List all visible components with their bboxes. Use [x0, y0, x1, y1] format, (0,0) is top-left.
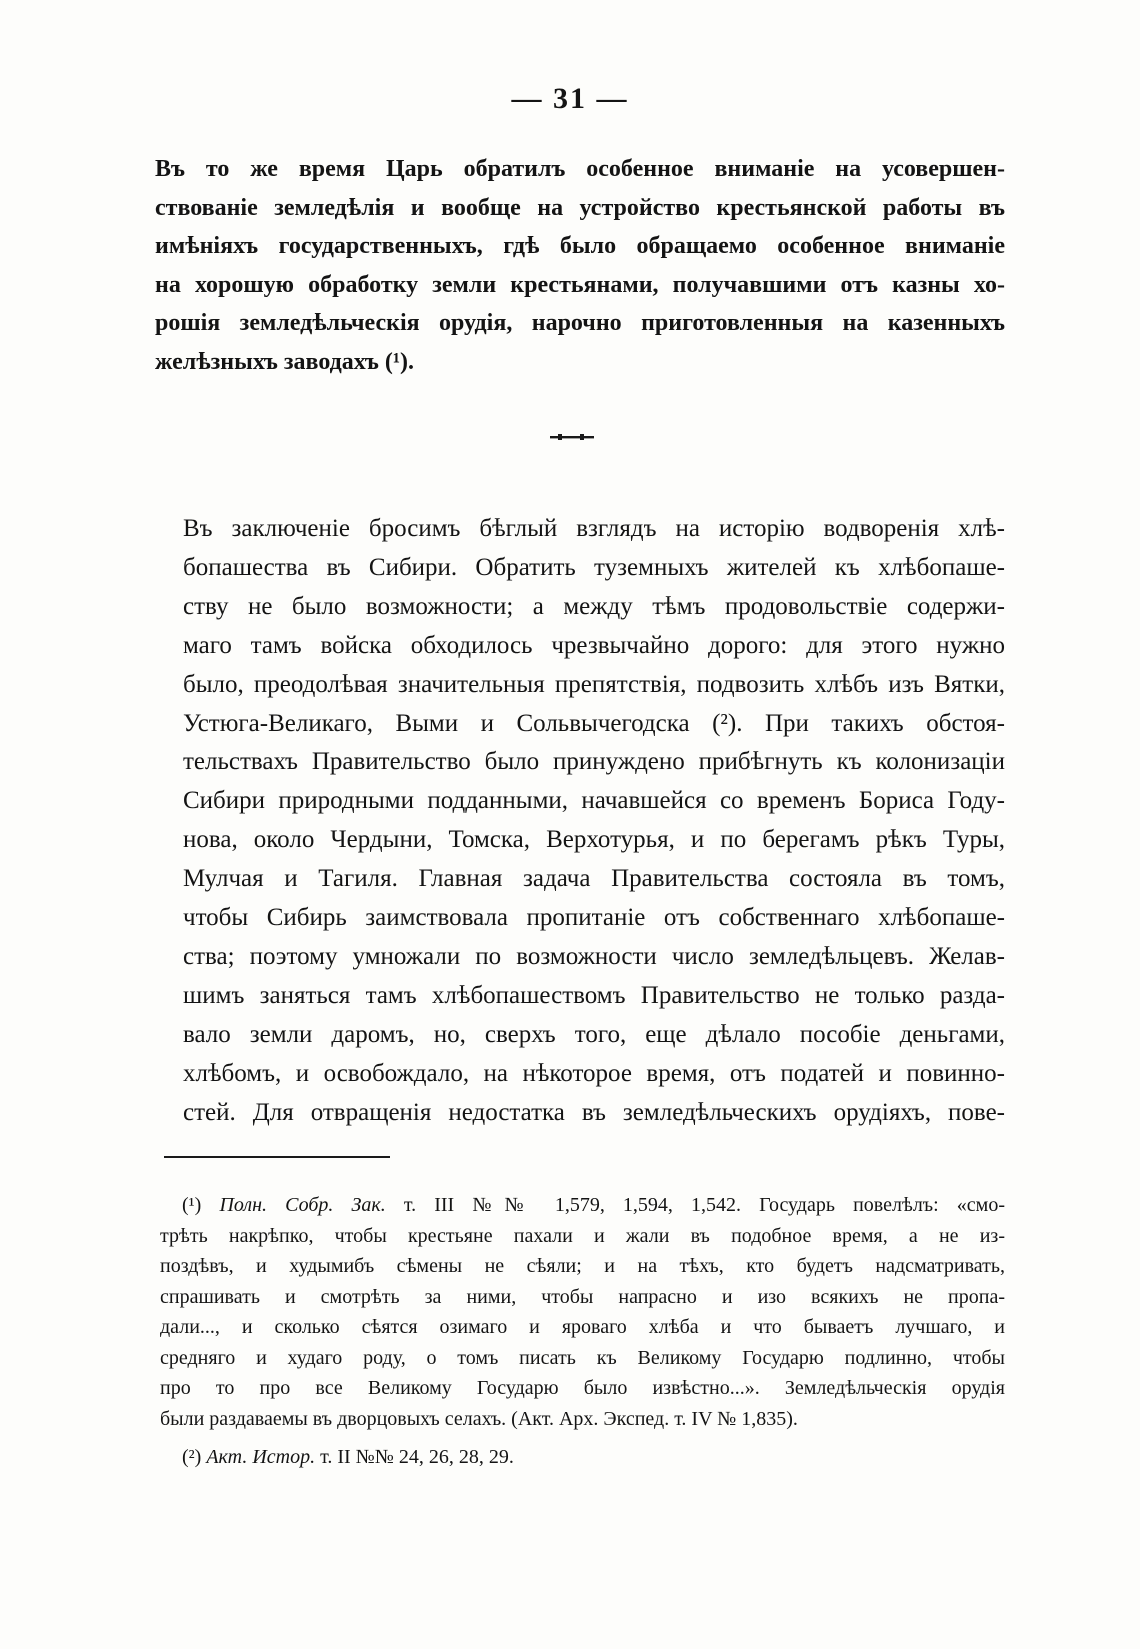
- section-divider-ornament: [550, 434, 594, 440]
- paragraph-line: Въ заключеніе бросимъ бѣглый взглядъ на исторію водворенія хлѣ-: [183, 515, 1005, 542]
- paragraph-line: маго тамъ войска обходилось чрезвычайно дорого: для этого нужно: [183, 631, 1005, 659]
- top-paragraph: [155, 150, 1005, 381]
- footnote-source: Акт. Истор.: [206, 1446, 316, 1468]
- footnote-line: поздѣвъ, и худымибъ сѣмены не сѣяли; и на тѣхъ, кто будетъ надсматривать,: [160, 1255, 1005, 1277]
- paragraph-line: было, преодолѣвая значительныя препятствія, подвозить хлѣбъ изъ Вятки,: [183, 670, 1005, 698]
- footnote-line: про то про все Великому Государю было извѣстно...». Земледѣльческія орудія: [160, 1377, 1005, 1399]
- main-paragraph: [183, 510, 1005, 1133]
- paragraph-line: чтобы Сибирь заимствовала пропитаніе отъ собственнаго хлѣбопаше-: [183, 904, 1005, 932]
- footnote-mark: (¹): [182, 1194, 202, 1216]
- footnote-1: [160, 1190, 1005, 1434]
- footnote-line: [160, 1190, 1005, 1221]
- footnote-2: [160, 1442, 1005, 1473]
- paragraph-line: шимъ заняться тамъ хлѣбопашествомъ Правительство не только разда-: [183, 981, 1005, 1009]
- footnote-line: дали..., и сколько сѣятся озимаго и яроваго хлѣба и что бываетъ лучшаго, и: [160, 1316, 1005, 1338]
- paragraph-line: бопашества въ Сибири. Обратить туземныхъ жителей къ хлѣбопаше-: [183, 553, 1005, 581]
- footnote-separator: [164, 1156, 390, 1158]
- paragraph-line: стей. Для отвращенія недостатка въ земледѣльческихъ орудіяхъ, пове-: [183, 1098, 1005, 1126]
- paragraph-line: тельствахъ Правительство было принуждено прибѣгнуть къ колонизаціи: [183, 748, 1005, 776]
- paragraph-line: Мулчая и Тагиля. Главная задача Правительства состояла въ томъ,: [183, 865, 1005, 893]
- paragraph-line: ствованіе земледѣлія и вообще на устройство крестьянской работы въ: [155, 194, 1005, 221]
- paragraph-line: Въ то же время Царь обратилъ особенное вниманіе на усовершен-: [155, 156, 1005, 182]
- paragraph-line: нова, около Чердыни, Томска, Верхотурья, и по берегамъ рѣкъ Туры,: [183, 826, 1005, 854]
- footnote-mark: (²): [182, 1446, 202, 1468]
- paragraph-line: ству не было возможности; а между тѣмъ продовольствіе содержи-: [183, 592, 1005, 620]
- paragraph-line: имѣніяхъ государственныхъ, гдѣ было обращаемо особенное вниманіе: [155, 233, 1005, 259]
- page-number: — 31 —: [511, 82, 629, 115]
- footnote-line: спрашивать и смотрѣть за ними, чтобы напрасно и изо всякихъ не пропа-: [160, 1285, 1005, 1308]
- footnote-text: т. III №№ 1,579, 1,594, 1,542. Государь повелѣлъ: «смо-: [403, 1194, 1006, 1216]
- footnote-line: трѣть накрѣпко, чтобы крестьяне пахали и жали въ подобное время, а не из-: [160, 1224, 1005, 1247]
- paragraph-line: хлѣбомъ, и освобождало, на нѣкоторое время, отъ податей и повинно-: [183, 1059, 1005, 1087]
- footnote-source: Полн. Собр. Зак.: [219, 1194, 386, 1216]
- paragraph-line: желѣзныхъ заводахъ (¹).: [155, 348, 415, 375]
- paragraph-line: ства; поэтому умножали по возможности число земледѣльцевъ. Желав-: [183, 942, 1005, 970]
- footnote-text: т. II №№ 24, 26, 28, 29.: [320, 1446, 514, 1468]
- footnote-line: были раздаваемы въ дворцовыхъ селахъ. (Акт. Арх. Экспед. т. IV № 1,835).: [160, 1407, 798, 1430]
- paragraph-line: рошія земледѣльческія орудія, нарочно приготовленныя на казенныхъ: [155, 310, 1005, 336]
- footnote-line: средняго и худаго роду, о томъ писать къ Великому Государю подлинно, чтобы: [160, 1346, 1005, 1369]
- paragraph-line: вало земли даромъ, но, сверхъ того, еще дѣлало пособіе деньгами,: [183, 1020, 1005, 1048]
- footnotes: [160, 1190, 1005, 1473]
- paragraph-line: Сибири природными подданными, начавшейся со временъ Бориса Году-: [183, 787, 1005, 815]
- paragraph-line: на хорошую обработку земли крестьянами, получавшими отъ казны хо-: [155, 271, 1005, 298]
- paragraph-line: Устюга-Великаго, Выми и Сольвычегодска (²). При такихъ обстоя-: [183, 709, 1005, 737]
